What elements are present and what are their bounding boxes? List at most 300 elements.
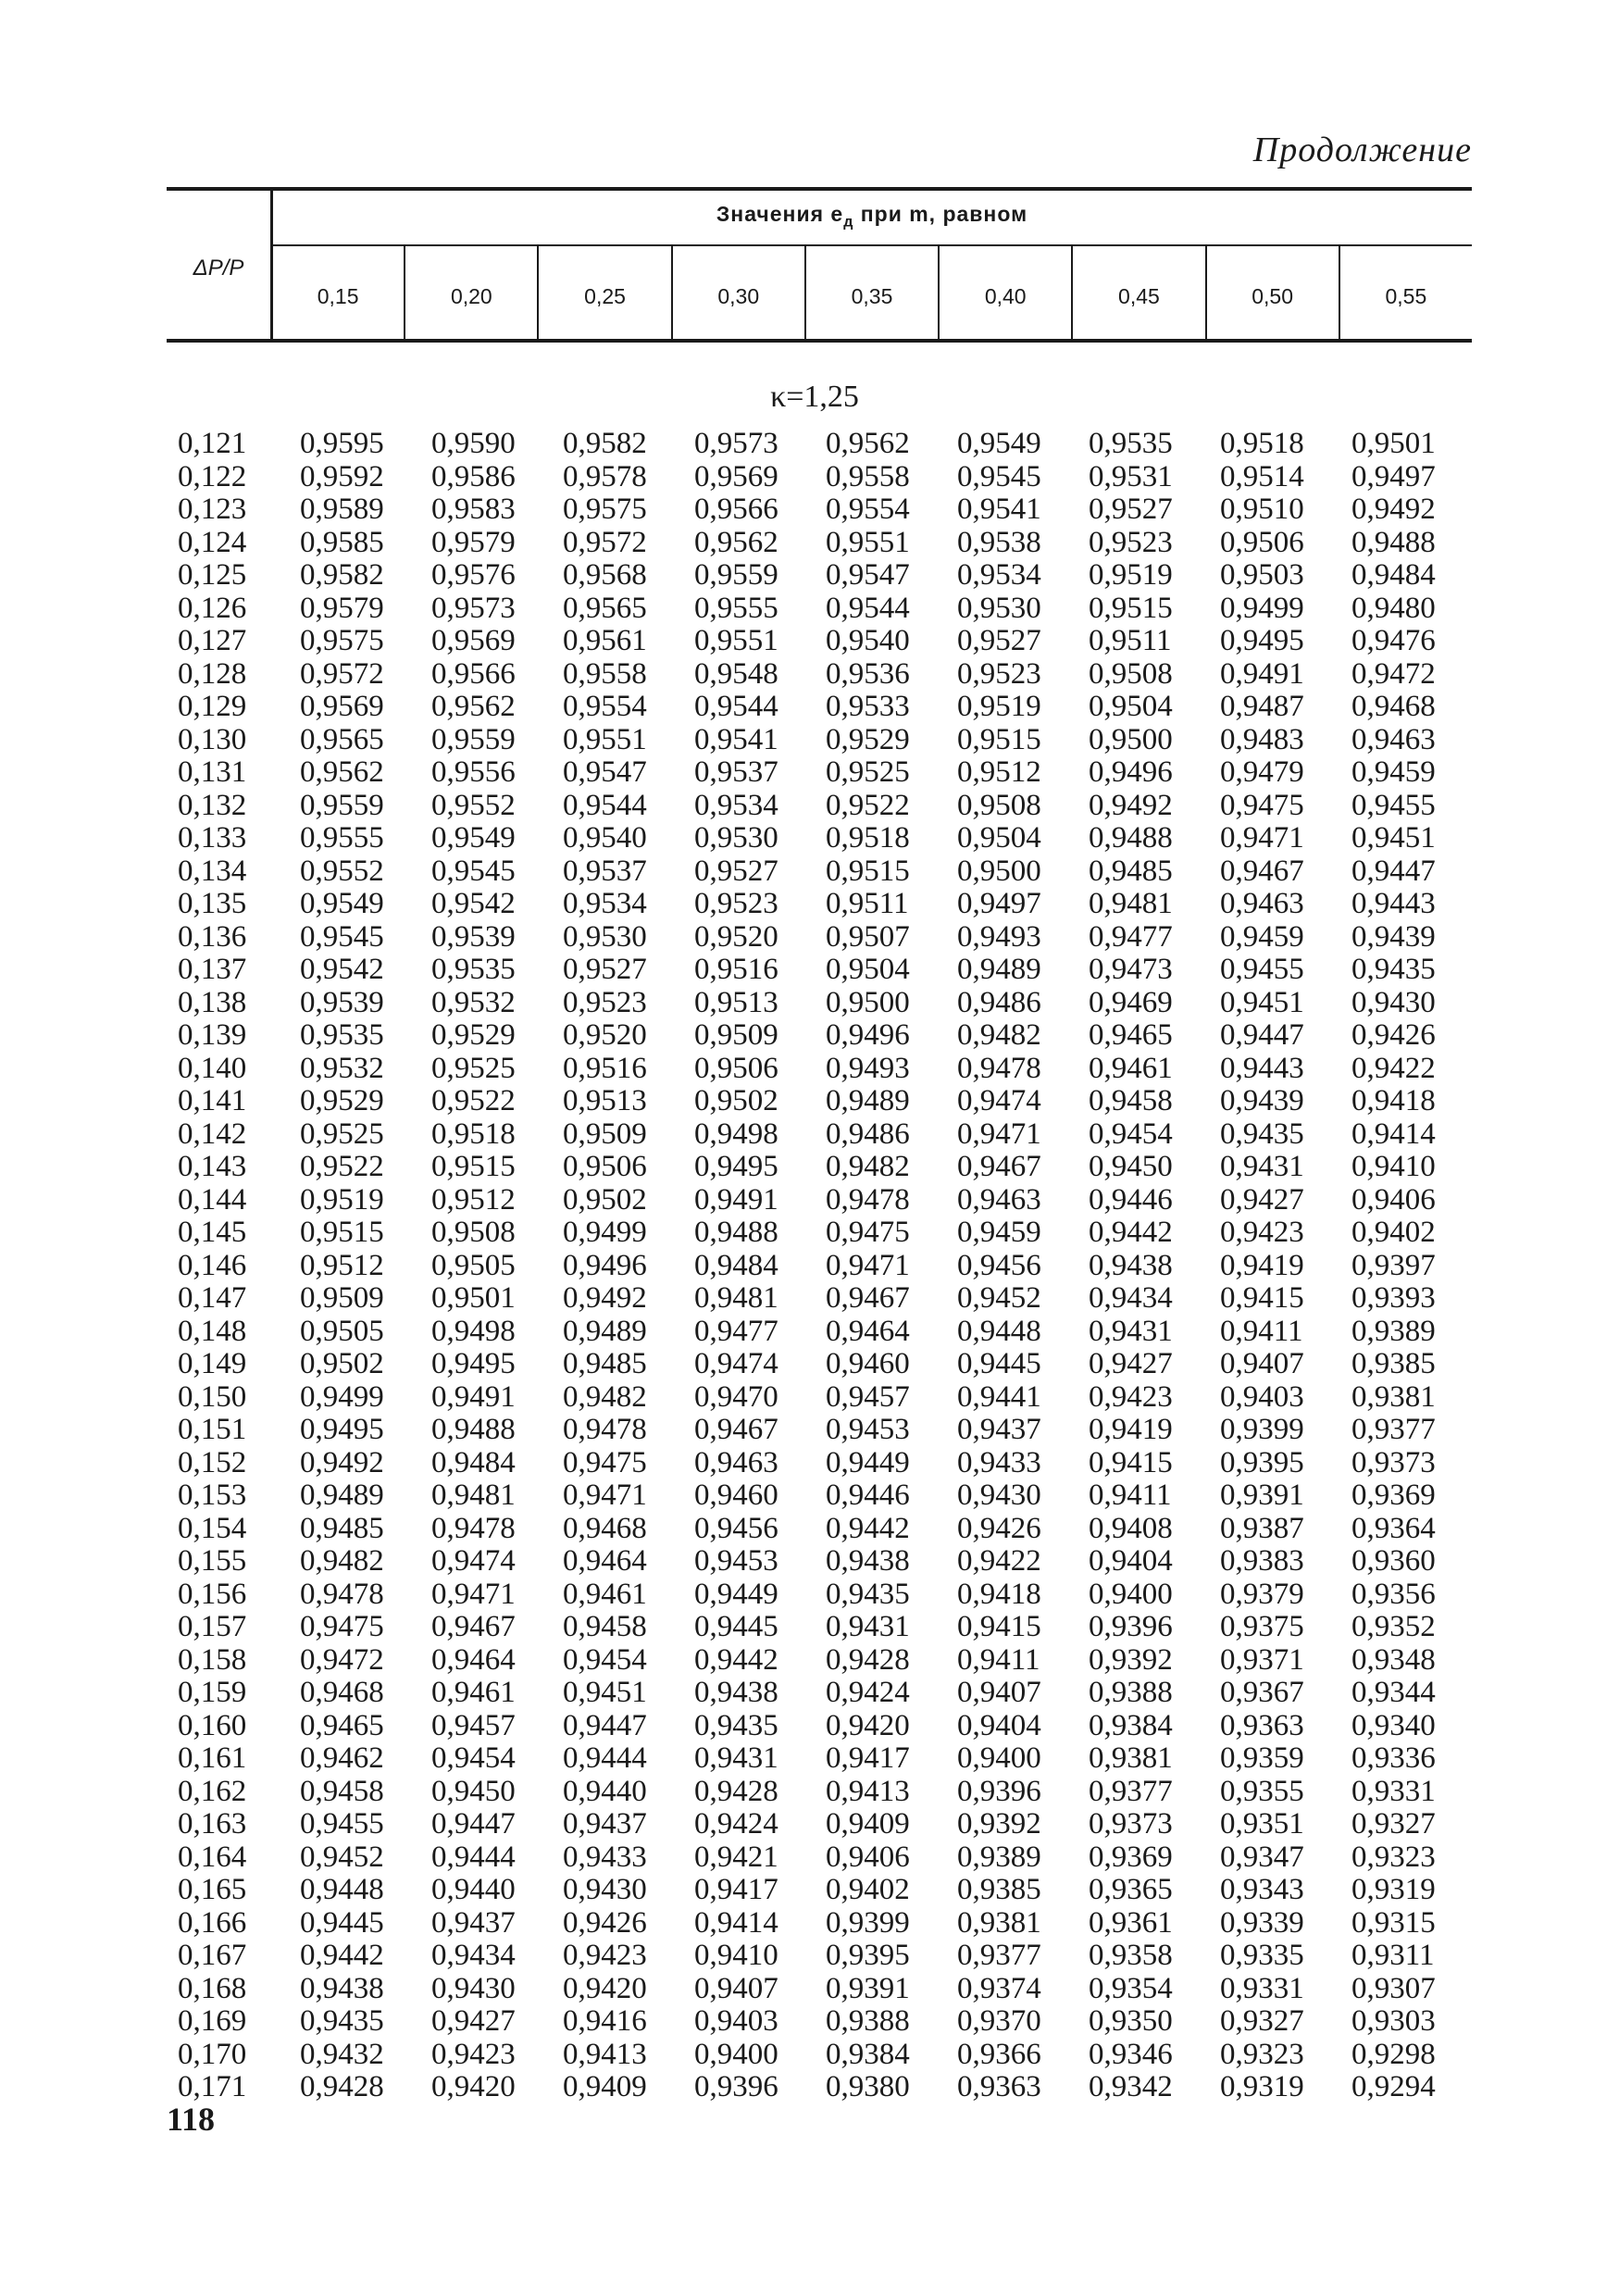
value-cell: 0,9481 — [431, 1479, 516, 1512]
table-row — [167, 1414, 1483, 1447]
value-cell: 0,9566 — [694, 493, 778, 526]
value-cell: 0,9595 — [300, 427, 384, 460]
value-cell: 0,9367 — [1220, 1676, 1304, 1709]
value-cell: 0,9498 — [431, 1314, 516, 1348]
value-cell: 0,9534 — [563, 887, 647, 920]
value-cell: 0,9479 — [1220, 755, 1304, 789]
value-cell: 0,9458 — [300, 1774, 384, 1808]
value-cell: 0,9416 — [563, 2004, 647, 2038]
value-cell: 0,9463 — [1351, 722, 1436, 756]
value-cell: 0,9468 — [300, 1676, 384, 1709]
table-row — [167, 1644, 1483, 1678]
value-cell: 0,9478 — [563, 1413, 647, 1446]
value-cell: 0,9540 — [563, 821, 647, 855]
value-cell: 0,9547 — [826, 558, 910, 592]
value-cell: 0,9327 — [1220, 2004, 1304, 2038]
value-cell: 0,9361 — [1089, 1905, 1173, 1940]
table-row — [167, 1019, 1483, 1053]
value-cell: 0,9385 — [1351, 1347, 1436, 1380]
value-cell: 0,9575 — [300, 624, 384, 657]
value-cell: 0,9430 — [431, 1971, 516, 2005]
table-row — [167, 559, 1483, 593]
value-cell: 0,9377 — [957, 1939, 1041, 1972]
value-cell: 0,9433 — [563, 1840, 647, 1874]
value-cell: 0,9478 — [957, 1051, 1041, 1085]
value-cell: 0,9428 — [694, 1774, 778, 1808]
value-cell: 0,9511 — [1089, 624, 1172, 657]
value-cell: 0,9569 — [300, 690, 384, 723]
value-cell: 0,9381 — [1351, 1379, 1436, 1414]
value-cell: 0,9352 — [1351, 1610, 1436, 1643]
value-cell: 0,9451 — [563, 1676, 647, 1709]
value-cell: 0,9371 — [1220, 1642, 1304, 1677]
value-cell: 0,9415 — [1089, 1445, 1173, 1479]
table-row — [167, 987, 1483, 1020]
value-cell: 0,9424 — [826, 1676, 910, 1709]
value-cell: 0,9379 — [1220, 1577, 1304, 1611]
delta-p-ratio-cell: 0,160 — [178, 1708, 247, 1742]
value-cell: 0,9440 — [563, 1774, 647, 1808]
value-cell: 0,9417 — [694, 1873, 778, 1906]
value-cell: 0,9414 — [1351, 1117, 1436, 1151]
value-cell: 0,9498 — [694, 1117, 778, 1151]
delta-p-ratio-cell: 0,165 — [178, 1873, 247, 1906]
value-cell: 0,9485 — [300, 1511, 384, 1545]
value-cell: 0,9547 — [563, 755, 647, 789]
value-cell: 0,9573 — [431, 591, 516, 625]
delta-p-ratio-cell: 0,154 — [178, 1511, 247, 1545]
value-cell: 0,9504 — [826, 953, 910, 986]
value-cell: 0,9444 — [563, 1741, 647, 1775]
value-cell: 0,9461 — [563, 1577, 647, 1611]
delta-p-ratio-cell: 0,130 — [178, 722, 247, 756]
value-cell: 0,9468 — [1351, 690, 1436, 723]
value-cell: 0,9568 — [563, 558, 647, 592]
delta-p-ratio-cell: 0,133 — [178, 821, 247, 855]
value-cell: 0,9444 — [431, 1840, 516, 1874]
value-cell: 0,9435 — [826, 1577, 910, 1611]
value-cell: 0,9453 — [826, 1413, 910, 1446]
value-cell: 0,9488 — [1089, 821, 1173, 855]
value-cell: 0,9545 — [300, 919, 384, 954]
value-cell: 0,9489 — [300, 1479, 384, 1512]
value-cell: 0,9457 — [826, 1379, 910, 1414]
value-cell: 0,9539 — [431, 919, 516, 954]
delta-p-ratio-cell: 0,144 — [178, 1182, 247, 1217]
value-cell: 0,9388 — [1089, 1676, 1173, 1709]
value-cell: 0,9445 — [957, 1347, 1041, 1380]
value-cell: 0,9492 — [1089, 788, 1173, 822]
value-cell: 0,9456 — [957, 1248, 1041, 1282]
value-cell: 0,9509 — [694, 1018, 778, 1052]
value-cell: 0,9525 — [431, 1051, 516, 1085]
value-cell: 0,9495 — [431, 1347, 516, 1380]
value-cell: 0,9462 — [300, 1741, 384, 1775]
value-cell: 0,9381 — [1089, 1741, 1173, 1775]
delta-p-ratio-cell: 0,129 — [178, 690, 247, 723]
value-cell: 0,9472 — [300, 1642, 384, 1677]
value-cell: 0,9529 — [300, 1084, 384, 1117]
value-cell: 0,9488 — [431, 1413, 516, 1446]
value-cell: 0,9572 — [563, 525, 647, 559]
value-cell: 0,9458 — [1089, 1084, 1173, 1117]
value-cell: 0,9383 — [1220, 1544, 1304, 1578]
value-cell: 0,9430 — [1351, 985, 1436, 1019]
value-cell: 0,9525 — [300, 1117, 384, 1151]
value-cell: 0,9365 — [1089, 1873, 1173, 1906]
header-top-rule — [167, 187, 1472, 191]
value-cell: 0,9414 — [694, 1905, 778, 1940]
value-cell: 0,9569 — [431, 624, 516, 657]
table-row — [167, 888, 1483, 921]
table-row — [167, 954, 1483, 987]
value-cell: 0,9486 — [826, 1117, 910, 1151]
value-cell: 0,9499 — [1220, 591, 1304, 625]
table-row — [167, 724, 1483, 757]
value-cell: 0,9518 — [826, 821, 910, 855]
table-row — [167, 461, 1483, 494]
value-cell: 0,9499 — [563, 1216, 647, 1249]
value-cell: 0,9460 — [826, 1347, 910, 1380]
value-cell: 0,9452 — [300, 1840, 384, 1874]
value-cell: 0,9343 — [1220, 1873, 1304, 1906]
value-cell: 0,9535 — [1089, 427, 1173, 460]
value-cell: 0,9515 — [300, 1216, 384, 1249]
value-cell: 0,9428 — [826, 1642, 910, 1677]
value-cell: 0,9504 — [1089, 690, 1173, 723]
value-cell: 0,9495 — [300, 1413, 384, 1446]
m-header-cell: 0,20 — [404, 246, 537, 339]
delta-p-ratio-cell: 0,134 — [178, 854, 247, 888]
delta-p-ratio-cell: 0,156 — [178, 1577, 247, 1611]
value-cell: 0,9418 — [957, 1577, 1041, 1611]
value-cell: 0,9451 — [1351, 821, 1436, 855]
value-cell: 0,9502 — [694, 1084, 778, 1117]
value-cell: 0,9395 — [1220, 1445, 1304, 1479]
table-row — [167, 1677, 1483, 1710]
value-cell: 0,9437 — [563, 1807, 647, 1841]
value-cell: 0,9535 — [431, 953, 516, 986]
value-cell: 0,9554 — [826, 493, 910, 526]
value-cell: 0,9482 — [563, 1379, 647, 1414]
value-cell: 0,9359 — [1220, 1741, 1304, 1775]
value-cell: 0,9502 — [300, 1347, 384, 1380]
value-cell: 0,9508 — [431, 1216, 516, 1249]
delta-p-ratio-cell: 0,152 — [178, 1445, 247, 1479]
delta-p-ratio-cell: 0,169 — [178, 2004, 247, 2038]
value-cell: 0,9391 — [1220, 1479, 1304, 1512]
value-cell: 0,9438 — [694, 1676, 778, 1709]
value-cell: 0,9453 — [694, 1544, 778, 1578]
value-cell: 0,9411 — [1089, 1479, 1172, 1512]
value-cell: 0,9559 — [300, 788, 384, 822]
value-cell: 0,9555 — [300, 821, 384, 855]
delta-p-ratio-cell: 0,157 — [178, 1610, 247, 1643]
value-cell: 0,9532 — [431, 985, 516, 1019]
value-cell: 0,9426 — [957, 1511, 1041, 1545]
delta-p-ratio-cell: 0,147 — [178, 1281, 247, 1315]
value-cell: 0,9461 — [1089, 1051, 1173, 1085]
value-cell: 0,9463 — [957, 1182, 1041, 1217]
value-cell: 0,9454 — [431, 1741, 516, 1775]
table-row — [167, 2071, 1483, 2104]
value-cell: 0,9435 — [694, 1708, 778, 1742]
delta-p-ratio-cell: 0,127 — [178, 624, 247, 657]
column-group-label — [272, 202, 1472, 231]
value-cell: 0,9442 — [300, 1939, 384, 1972]
value-cell: 0,9404 — [957, 1708, 1041, 1742]
table-row — [167, 625, 1483, 658]
table-row — [167, 1513, 1483, 1546]
value-cell: 0,9388 — [826, 2004, 910, 2038]
value-cell: 0,9419 — [1220, 1248, 1304, 1282]
value-cell: 0,9387 — [1220, 1511, 1304, 1545]
table-row — [167, 1118, 1483, 1152]
delta-p-ratio-cell: 0,123 — [178, 493, 247, 526]
value-cell: 0,9535 — [300, 1018, 384, 1052]
value-cell: 0,9512 — [431, 1182, 516, 1217]
delta-p-ratio-cell: 0,159 — [178, 1676, 247, 1709]
delta-p-ratio-cell: 0,139 — [178, 1018, 247, 1052]
value-cell: 0,9427 — [431, 2004, 516, 2038]
table-row — [167, 1053, 1483, 1086]
table-row — [167, 1282, 1483, 1316]
value-cell: 0,9489 — [563, 1314, 647, 1348]
value-cell: 0,9522 — [826, 788, 910, 822]
m-header-cell: 0,30 — [671, 246, 804, 339]
table-row — [167, 1578, 1483, 1612]
value-cell: 0,9509 — [563, 1117, 647, 1151]
value-cell: 0,9303 — [1351, 2004, 1436, 2038]
value-cell: 0,9515 — [826, 854, 910, 888]
value-cell: 0,9347 — [1220, 1840, 1304, 1874]
value-cell: 0,9496 — [1089, 755, 1173, 789]
value-cell: 0,9431 — [694, 1741, 778, 1775]
value-cell: 0,9464 — [563, 1544, 647, 1578]
section-label-kappa: κ=1,25 — [770, 380, 859, 414]
value-cell: 0,9431 — [1220, 1150, 1304, 1183]
value-cell: 0,9513 — [694, 985, 778, 1019]
value-cell: 0,9443 — [1220, 1051, 1304, 1085]
table-row — [167, 1217, 1483, 1250]
table-row — [167, 921, 1483, 955]
value-cell: 0,9449 — [694, 1577, 778, 1611]
table-row — [167, 1316, 1483, 1349]
value-cell: 0,9456 — [694, 1511, 778, 1545]
m-header-cell: 0,45 — [1071, 246, 1204, 339]
value-cell: 0,9364 — [1351, 1511, 1436, 1545]
group-label-main: Значения e — [716, 202, 844, 226]
value-cell: 0,9478 — [300, 1577, 384, 1611]
table-row — [167, 493, 1483, 527]
value-cell: 0,9406 — [826, 1840, 910, 1874]
value-cell: 0,9506 — [694, 1051, 778, 1085]
value-cell: 0,9377 — [1351, 1413, 1436, 1446]
value-cell: 0,9523 — [957, 656, 1041, 691]
value-cell: 0,9477 — [1089, 919, 1173, 954]
value-cell: 0,9493 — [957, 919, 1041, 954]
value-cell: 0,9384 — [1089, 1708, 1173, 1742]
value-cell: 0,9435 — [1220, 1117, 1304, 1151]
value-cell: 0,9530 — [957, 591, 1041, 625]
value-cell: 0,9565 — [300, 722, 384, 756]
value-cell: 0,9424 — [694, 1807, 778, 1841]
value-cell: 0,9354 — [1089, 1971, 1173, 2005]
value-cell: 0,9455 — [300, 1807, 384, 1841]
value-cell: 0,9454 — [563, 1642, 647, 1677]
table-row — [167, 1479, 1483, 1513]
m-header-cell: 0,40 — [938, 246, 1071, 339]
value-cell: 0,9447 — [1220, 1018, 1304, 1052]
value-cell: 0,9480 — [1351, 591, 1436, 625]
value-cell: 0,9501 — [431, 1281, 516, 1315]
value-cell: 0,9559 — [694, 558, 778, 592]
value-cell: 0,9336 — [1351, 1741, 1436, 1775]
value-cell: 0,9339 — [1220, 1905, 1304, 1940]
delta-p-ratio-cell: 0,132 — [178, 788, 247, 822]
value-cell: 0,9501 — [1351, 427, 1436, 460]
value-cell: 0,9516 — [563, 1051, 647, 1085]
value-cell: 0,9519 — [1089, 558, 1173, 592]
value-cell: 0,9551 — [826, 525, 910, 559]
table-row — [167, 1841, 1483, 1875]
delta-p-ratio-cell: 0,150 — [178, 1379, 247, 1414]
table-row — [167, 1250, 1483, 1283]
value-cell: 0,9307 — [1351, 1971, 1436, 2005]
delta-p-ratio-cell: 0,164 — [178, 1840, 247, 1874]
value-cell: 0,9455 — [1220, 953, 1304, 986]
delta-p-ratio-cell: 0,162 — [178, 1774, 247, 1808]
value-cell: 0,9340 — [1351, 1708, 1436, 1742]
value-cell: 0,9475 — [563, 1445, 647, 1479]
value-cell: 0,9589 — [300, 493, 384, 526]
value-cell: 0,9515 — [431, 1150, 516, 1183]
value-cell: 0,9348 — [1351, 1642, 1436, 1677]
value-cell: 0,9426 — [563, 1905, 647, 1940]
m-header-cell: 0,55 — [1339, 246, 1472, 339]
table-row — [167, 1348, 1483, 1381]
value-cell: 0,9358 — [1089, 1939, 1173, 1972]
delta-p-ratio-cell: 0,151 — [178, 1413, 247, 1446]
value-cell: 0,9311 — [1351, 1939, 1435, 1972]
value-cell: 0,9541 — [957, 493, 1041, 526]
table-row — [167, 2039, 1483, 2072]
delta-p-ratio-cell: 0,136 — [178, 919, 247, 954]
delta-p-ratio-cell: 0,166 — [178, 1905, 247, 1940]
table-row — [167, 1447, 1483, 1480]
delta-p-ratio-cell: 0,128 — [178, 656, 247, 691]
delta-p-ratio-cell: 0,149 — [178, 1347, 247, 1380]
value-cell: 0,9474 — [694, 1347, 778, 1380]
continuation-label: Продолжение — [1252, 131, 1472, 169]
value-cell: 0,9520 — [694, 919, 778, 954]
value-cell: 0,9433 — [957, 1445, 1041, 1479]
value-cell: 0,9380 — [826, 2070, 910, 2103]
value-cell: 0,9505 — [431, 1248, 516, 1282]
value-cell: 0,9451 — [1220, 985, 1304, 1019]
value-cell: 0,9427 — [1220, 1182, 1304, 1217]
delta-p-ratio-cell: 0,153 — [178, 1479, 247, 1512]
value-cell: 0,9443 — [1351, 887, 1436, 920]
value-cell: 0,9519 — [300, 1182, 384, 1217]
value-cell: 0,9441 — [957, 1379, 1041, 1414]
value-cell: 0,9575 — [563, 493, 647, 526]
value-cell: 0,9384 — [826, 2037, 910, 2071]
table-row — [167, 658, 1483, 692]
value-cell: 0,9319 — [1220, 2070, 1304, 2103]
value-cell: 0,9446 — [826, 1479, 910, 1512]
table-row — [167, 1776, 1483, 1809]
value-cell: 0,9369 — [1351, 1479, 1436, 1512]
value-cell: 0,9404 — [1089, 1544, 1173, 1578]
value-cell: 0,9586 — [431, 459, 516, 493]
value-cell: 0,9522 — [431, 1084, 516, 1117]
value-cell: 0,9485 — [1089, 854, 1173, 888]
table-row — [167, 1907, 1483, 1940]
delta-p-ratio-cell: 0,121 — [178, 427, 247, 460]
value-cell: 0,9426 — [1351, 1018, 1436, 1052]
value-cell: 0,9327 — [1351, 1807, 1436, 1841]
value-cell: 0,9520 — [563, 1018, 647, 1052]
value-cell: 0,9505 — [300, 1314, 384, 1348]
delta-p-ratio-cell: 0,122 — [178, 459, 247, 493]
value-cell: 0,9542 — [431, 887, 516, 920]
value-cell: 0,9438 — [300, 1971, 384, 2005]
value-cell: 0,9537 — [563, 854, 647, 888]
value-cell: 0,9400 — [1089, 1577, 1173, 1611]
value-cell: 0,9447 — [431, 1807, 516, 1841]
value-cell: 0,9323 — [1220, 2037, 1304, 2071]
value-cell: 0,9422 — [957, 1544, 1041, 1578]
value-cell: 0,9489 — [826, 1084, 910, 1117]
table-row — [167, 1940, 1483, 1973]
table-row — [167, 1151, 1483, 1184]
value-cell: 0,9392 — [1089, 1642, 1173, 1677]
value-cell: 0,9523 — [694, 887, 778, 920]
value-cell: 0,9459 — [957, 1216, 1041, 1249]
value-cell: 0,9432 — [300, 2037, 384, 2071]
stub-column-label: ΔP/P — [193, 256, 244, 281]
delta-p-ratio-cell: 0,158 — [178, 1642, 247, 1677]
value-cell: 0,9484 — [1351, 558, 1436, 592]
delta-p-ratio-cell: 0,137 — [178, 953, 247, 986]
value-cell: 0,9400 — [694, 2037, 778, 2071]
value-cell: 0,9545 — [957, 459, 1041, 493]
value-cell: 0,9578 — [563, 459, 647, 493]
value-cell: 0,9590 — [431, 427, 516, 460]
delta-p-ratio-cell: 0,143 — [178, 1150, 247, 1183]
value-cell: 0,9350 — [1089, 2004, 1173, 2038]
value-cell: 0,9548 — [694, 656, 778, 691]
value-cell: 0,9459 — [1351, 755, 1436, 789]
value-cell: 0,9497 — [957, 887, 1041, 920]
value-cell: 0,9552 — [431, 788, 516, 822]
value-cell: 0,9374 — [957, 1971, 1041, 2005]
value-cell: 0,9423 — [1220, 1216, 1304, 1249]
value-cell: 0,9435 — [1351, 953, 1436, 986]
value-cell: 0,9525 — [826, 755, 910, 789]
value-cell: 0,9545 — [431, 854, 516, 888]
value-cell: 0,9381 — [957, 1905, 1041, 1940]
value-cell: 0,9373 — [1351, 1445, 1436, 1479]
value-cell: 0,9442 — [1089, 1216, 1173, 1249]
value-cell: 0,9482 — [826, 1150, 910, 1183]
value-cell: 0,9496 — [563, 1248, 647, 1282]
delta-p-ratio-cell: 0,146 — [178, 1248, 247, 1282]
value-cell: 0,9559 — [431, 722, 516, 756]
value-cell: 0,9519 — [957, 690, 1041, 723]
delta-p-ratio-cell: 0,141 — [178, 1084, 247, 1117]
